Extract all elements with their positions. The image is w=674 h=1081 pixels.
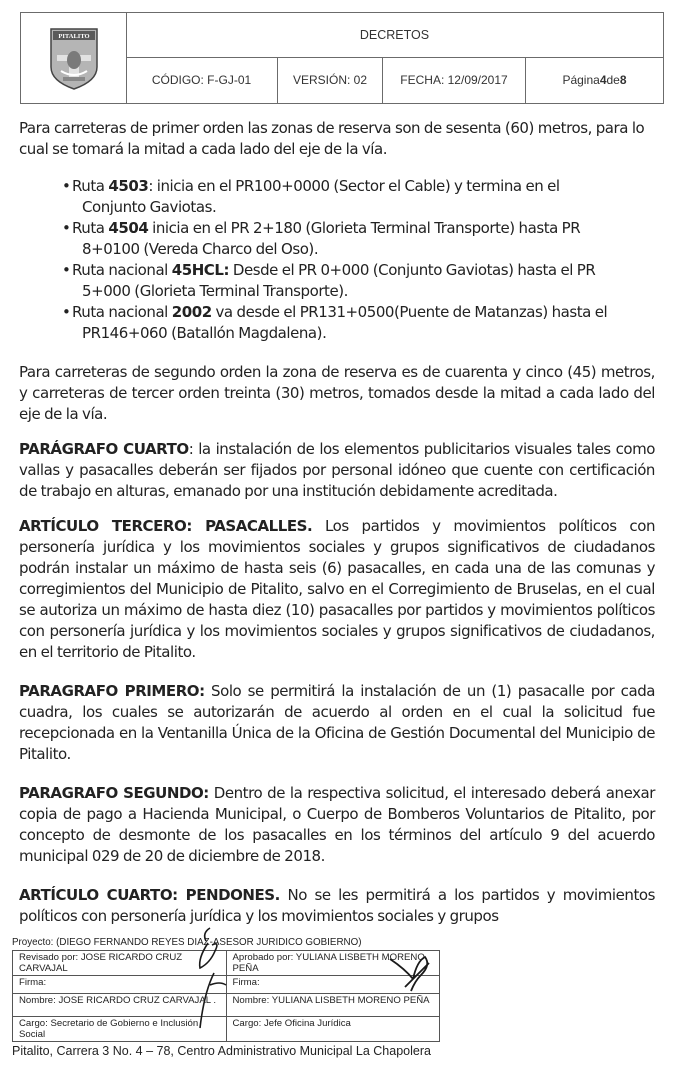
paragraph-primer-orden: Para carreteras de primer orden las zonas de reserva son de sesenta (60) metros, para lo cual se tomará la mitad a cada lado del eje de la vía. bbox=[19, 119, 645, 158]
firma-right: Firma: bbox=[226, 976, 440, 994]
section-text: Los partidos y movimientos políticos con personería jurídica y los movimientos sociales y grupos significativos de ciudadanos podrán instalar un máximo de hasta seis (6) pasacalles, en cada una de las comunas y corregimientos del Municipio de Pitalito, salvo en el Corregimiento de Bruselas, en el cual se autoriza un máximo de hasta diez (10) pasacalles por partidos y movimientos políticos con personería jurídica y los movimientos sociales y grupos significativos de ciudadanos, en el territorio de Pitalito. bbox=[19, 517, 655, 661]
section-heading: PARAGRAFO SEGUNDO: bbox=[19, 784, 209, 802]
routes-list bbox=[62, 176, 655, 344]
nombre-right: Nombre: YULIANA LISBETH MORENO PEÑA bbox=[226, 994, 440, 1017]
bullet-dot: • bbox=[62, 261, 71, 279]
document-header bbox=[20, 12, 664, 104]
aprobado-por: Aprobado por: YULIANA LISBETH MORENO PEÑA bbox=[226, 951, 440, 976]
page-current: 4 bbox=[599, 73, 607, 87]
section-text: No se les permitirá a los partidos y movimientos políticos con personería jurídica y los movimientos sociales y grupos bbox=[19, 886, 656, 925]
document-body bbox=[19, 118, 655, 927]
route-prefix: Ruta bbox=[72, 219, 109, 237]
route-item bbox=[62, 218, 655, 260]
document-type-title: DECRETOS bbox=[126, 13, 663, 58]
paragraph-segundo-orden: Para carreteras de segundo orden la zona de reserva es de cuarenta y cinco (45) metros, y carreteras de tercer orden treinta (30) metros, tomados desde la mitad a cada lado del eje de la vía. bbox=[19, 363, 655, 423]
codigo-field: CÓDIGO: F-GJ-01 bbox=[126, 57, 278, 103]
page-total: 8 bbox=[619, 73, 627, 87]
route-text: va desde el PR131+0500(Puente de Matanzas) hasta el bbox=[211, 303, 608, 321]
route-item bbox=[62, 302, 655, 344]
paragrafo-segundo bbox=[19, 783, 655, 867]
section-heading: PARAGRAFO PRIMERO: bbox=[19, 682, 205, 700]
proyecto-line: Proyecto: (DIEGO FERNANDO REYES DIAZ-ASESOR JURIDICO GOBIERNO) bbox=[12, 937, 362, 948]
articulo-tercero bbox=[19, 516, 655, 663]
bullet-dot: • bbox=[62, 219, 71, 237]
section-heading: ARTÍCULO TERCERO: PASACALLES. bbox=[19, 517, 313, 535]
paragrafo-primero bbox=[19, 681, 655, 765]
route-continuation: 5+000 (Glorieta Terminal Transporte). bbox=[82, 282, 348, 300]
document-footer bbox=[12, 937, 652, 1059]
articulo-cuarto bbox=[19, 885, 655, 927]
cargo-right: Cargo: Jefe Oficina Jurídica bbox=[226, 1017, 440, 1042]
footer-address: Pitalito, Carrera 3 No. 4 – 78, Centro Administrativo Municipal La Chapolera bbox=[12, 1044, 431, 1058]
route-continuation: PR146+060 (Batallón Magdalena). bbox=[82, 324, 327, 342]
firma-left: Firma: bbox=[13, 976, 227, 994]
fecha-field: FECHA: 12/09/2017 bbox=[383, 57, 526, 103]
route-prefix: Ruta bbox=[72, 177, 109, 195]
route-item bbox=[62, 176, 655, 218]
version-field: VERSIÓN: 02 bbox=[278, 57, 383, 103]
route-code: 4503 bbox=[108, 177, 149, 195]
route-prefix: Ruta nacional bbox=[72, 261, 172, 279]
logo-cell bbox=[21, 13, 127, 103]
bullet-dot: • bbox=[62, 177, 71, 195]
route-text: Desde el PR 0+000 (Conjunto Gaviotas) hasta el PR bbox=[229, 261, 596, 279]
route-item bbox=[62, 260, 655, 302]
page-number bbox=[526, 57, 663, 103]
bullet-dot: • bbox=[62, 303, 71, 321]
logo-text: PITALITO bbox=[58, 33, 90, 40]
section-text: Solo se permitirá la instalación de un (1) pasacalle por cada cuadra, los cuales se autorizarán de acuerdo al orden en el cual la solicitud fue recepcionada en la Ventanilla Única de la Oficina de Gestión Documental del Municipio de Pitalito. bbox=[19, 682, 656, 763]
document-meta-row bbox=[126, 57, 663, 103]
route-continuation: 8+0100 (Vereda Charco del Oso). bbox=[82, 240, 319, 258]
route-text: inicia en el PR 2+180 (Glorieta Terminal Transporte) hasta PR bbox=[148, 219, 581, 237]
section-heading: PARÁGRAFO CUARTO bbox=[19, 440, 189, 458]
paragrafo-cuarto bbox=[19, 439, 655, 502]
pitalito-shield-logo bbox=[49, 27, 99, 91]
signature-table bbox=[12, 950, 440, 1042]
route-continuation: Conjunto Gaviotas. bbox=[82, 198, 217, 216]
section-text: Dentro de la respectiva solicitud, el interesado deberá anexar copia de pago a Hacienda Municipal, o Cuerpo de Bomberos Voluntarios de Pitalito, por concepto de desmonte de los pasacalles en los términos del artículo 9 del acuerdo municipal 029 de 20 de diciembre de 2018. bbox=[19, 784, 655, 865]
section-text: : la instalación de los elementos publicitarios visuales tales como vallas y pasacalles deberán ser fijados por personal idóneo que cuente con certificación de trabajo en alturas, emanado por una institución debidamente acreditada. bbox=[19, 440, 656, 500]
route-code: 45HCL: bbox=[171, 261, 230, 279]
nombre-left: Nombre: JOSE RICARDO CRUZ CARVAJAL . bbox=[13, 994, 227, 1017]
page-label: Página bbox=[562, 73, 600, 87]
revisado-por: Revisado por: JOSE RICARDO CRUZ CARVAJAL bbox=[13, 951, 227, 976]
route-text: : inicia en el PR100+0000 (Sector el Cable) y termina en el bbox=[148, 177, 560, 195]
route-prefix: Ruta nacional bbox=[72, 303, 172, 321]
route-code: 2002 bbox=[171, 303, 212, 321]
route-code: 4504 bbox=[108, 219, 149, 237]
cargo-left: Cargo: Secretario de Gobierno e Inclusión Social bbox=[13, 1017, 227, 1042]
section-heading: ARTÍCULO CUARTO: PENDONES. bbox=[19, 886, 280, 904]
page-separator: de bbox=[606, 73, 620, 87]
